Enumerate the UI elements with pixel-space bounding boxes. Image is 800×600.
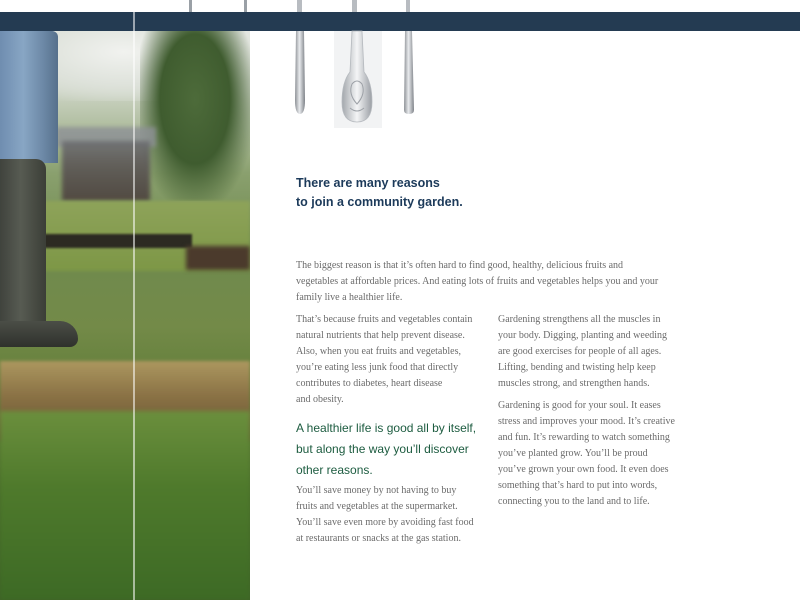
text-line: Gardening strengthens all the muscles in [498,314,661,325]
text-line: you’re eating less junk food that directly [296,362,459,373]
text-line: and obesity. [296,394,344,405]
text-line: Gardening is good for your soul. It eases [498,400,661,411]
photo-soil-patch [186,246,250,270]
text-line: muscles strong, and strengthen hands. [498,378,650,389]
photo-shed [62,141,150,201]
intro-paragraph [296,258,696,306]
pull-quote-line: A healthier life is good all by itself, [296,421,477,435]
text-line: Also, when you eat fruits and vegetables, [296,346,461,357]
rubber-boot-foot [0,321,78,347]
rubber-boot-icon [0,159,46,339]
pull-quote-line: but along the way you’ll discover [296,442,469,456]
text-line: You’ll save even more by avoiding fast food [296,517,474,528]
photo-jeans [0,31,58,163]
cutlery-stems [189,0,410,12]
page-fold [133,0,135,600]
save-money-paragraph [296,483,491,547]
text-line: stress and improves your mood. It’s creative [498,416,675,427]
text-line: at restaurants or snacks at the gas station. [296,533,461,544]
heading-line: to join a community garden. [296,195,463,209]
spoon-handle-icon [334,31,382,128]
text-line: You’ll save money by not having to buy [296,485,457,496]
text-line: you’ve grown your own food. It even does [498,464,669,475]
photo-near-grass [0,411,250,600]
intro-line: family live a healthier life. [296,292,403,303]
page-heading [296,174,556,212]
text-line: something that’s hard to put into words, [498,480,658,491]
text-line: contributes to diabetes, heart disease [296,378,443,389]
top-bar [0,12,800,31]
garden-boot-photo [0,31,250,600]
photo-trees [140,31,250,201]
knife-icon [295,31,305,114]
soul-paragraph [498,398,698,510]
text-line: natural nutrients that help prevent disease. [296,330,465,341]
muscles-paragraph [498,312,698,392]
intro-line: vegetables at affordable prices. And eating lots of fruits and vegetables helps you and your [296,276,659,287]
intro-line: The biggest reason is that it’s often hard to find good, healthy, delicious fruits and [296,260,624,271]
text-line: are good exercises for people of all ages. [498,346,662,357]
pull-quote-line: other reasons. [296,463,373,477]
text-line: Lifting, bending and twisting help keep [498,362,656,373]
text-line: fruits and vegetables at the supermarket. [296,501,458,512]
text-line: your body. Digging, planting and weeding [498,330,668,341]
photo-garden-bed-edge [34,234,192,248]
pull-quote [296,418,496,481]
text-line: That’s because fruits and vegetables contain [296,314,473,325]
knife-icon [404,31,414,114]
text-line: connecting you to the land and to life. [498,496,650,507]
text-line: and fun. It’s rewarding to watch something [498,432,670,443]
heading-line: There are many reasons [296,176,440,190]
text-line: you’ve planted grow. You’ll be proud [498,448,648,459]
nutrients-paragraph [296,312,491,408]
